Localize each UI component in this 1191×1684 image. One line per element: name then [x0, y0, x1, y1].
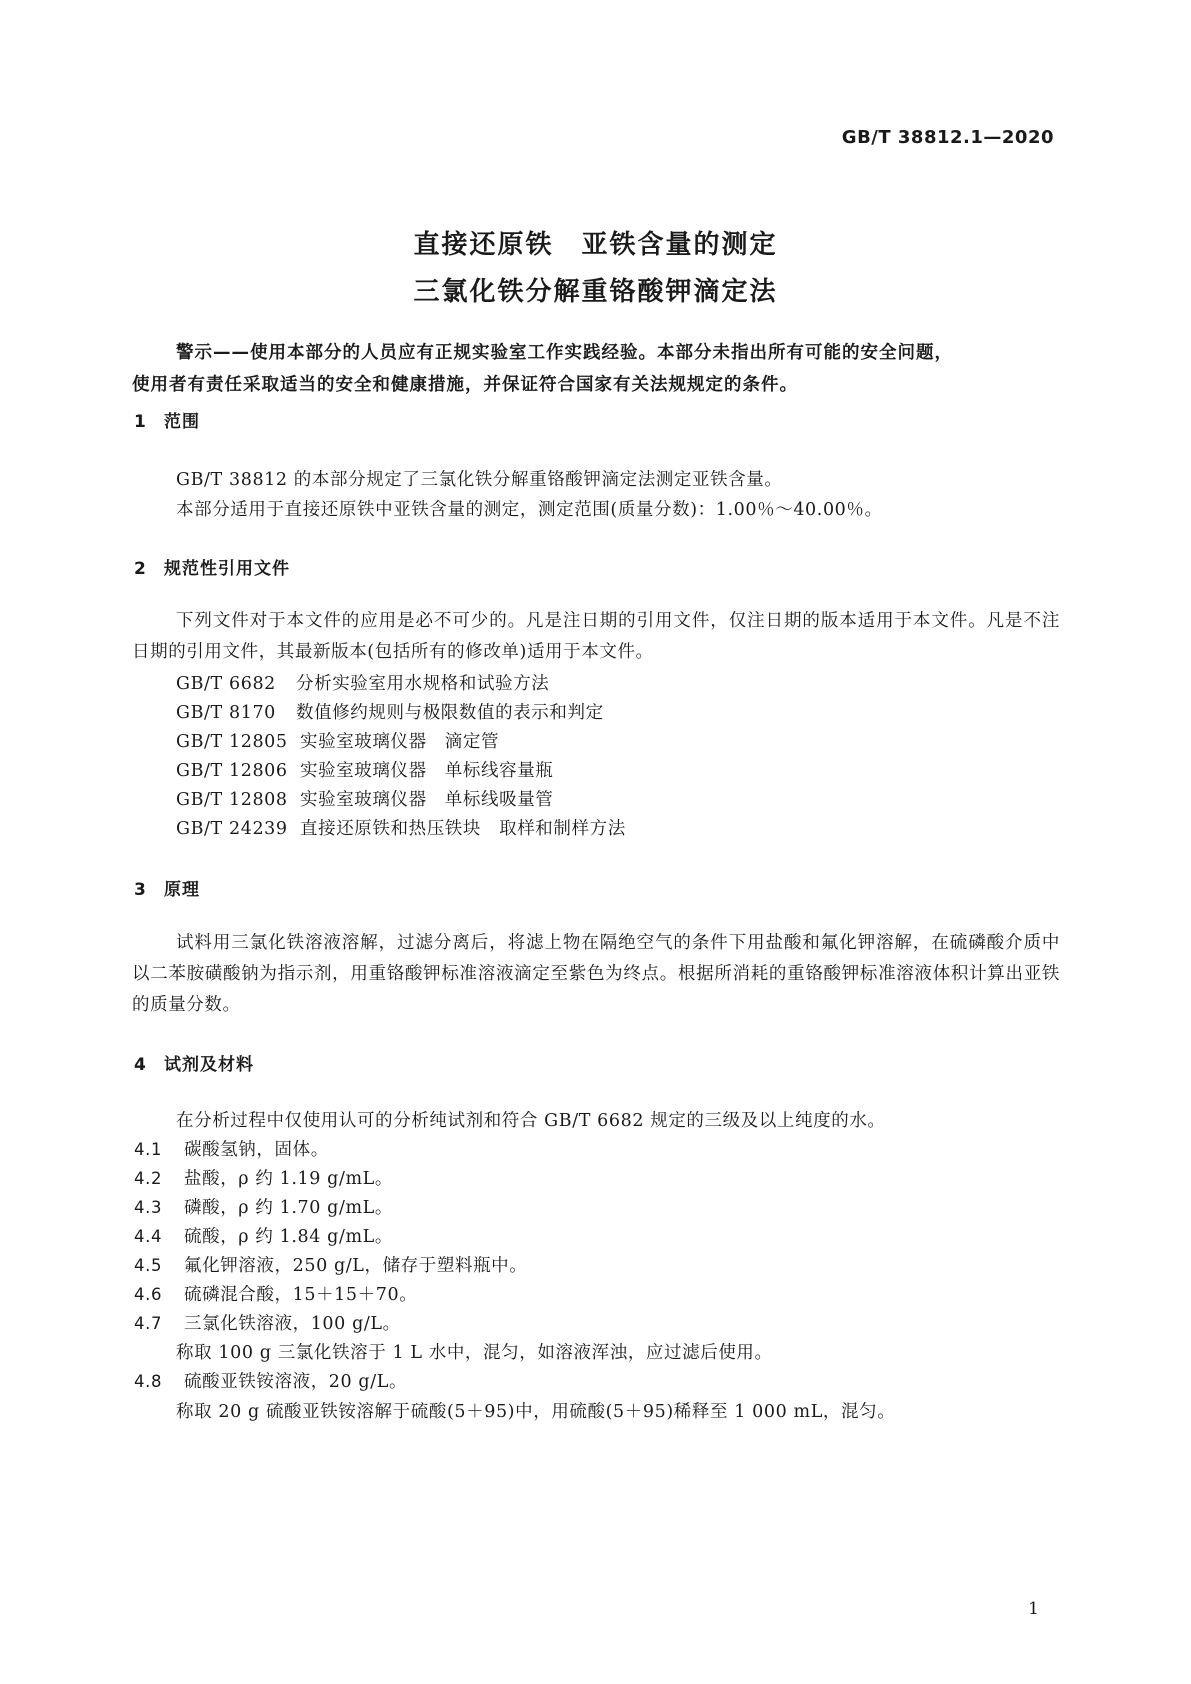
reagent-text: 三氯化铁溶液，100 g/L。 [184, 1314, 401, 1334]
reagent-item [134, 1252, 527, 1277]
reagent-text: 磷酸，ρ 约 1.70 g/mL。 [184, 1198, 393, 1218]
standard-code: GB/T 38812.1—2020 [841, 127, 1054, 148]
reference-item [176, 728, 499, 753]
reagent-text: 硫酸亚铁铵溶液，20 g/L。 [184, 1372, 408, 1392]
reference-title: 分析实验室用水规格和试验方法 [296, 674, 550, 694]
warning-line1: 警示——使用本部分的人员应有正规实验室工作实践经验。本部分未指出所有可能的安全问题， [176, 343, 953, 363]
section3-number: 3 [134, 880, 147, 900]
reference-title: 数值修约规则与极限数值的表示和判定 [296, 703, 604, 723]
reagent-text: 硫酸，ρ 约 1.84 g/mL。 [184, 1227, 393, 1247]
warning-line2: 使用者有责任采取适当的安全和健康措施，并保证符合国家有关法规规定的条件。 [132, 375, 798, 395]
reference-item [176, 757, 553, 782]
reagent-item [134, 1165, 393, 1190]
reagent-item [134, 1310, 401, 1335]
reference-item [176, 699, 604, 724]
warning-notice [132, 337, 1060, 401]
title-part2: 亚铁含量的测定 [581, 230, 778, 260]
reagent-number: 4.4 [134, 1227, 163, 1246]
title-part1: 直接还原铁 [413, 230, 554, 260]
reagent-number: 4.6 [134, 1285, 163, 1304]
reagent-text: 氟化钾溶液，250 g/L，储存于塑料瓶中。 [184, 1256, 528, 1276]
section3-text: 试料用三氯化铁溶液溶解，过滤分离后，将滤上物在隔绝空气的条件下用盐酸和氟化钾溶解，在硫磷酸介质中以二苯胺磺酸钠为指示剂，用重铬酸钾标准溶液滴定至紫色为终点。根据所消耗的重铬酸钾标准溶液体积计算出亚铁的质量分数。 [132, 933, 1060, 1015]
section2-heading [134, 554, 290, 579]
reference-item [176, 815, 626, 840]
reference-code: GB/T 24239 [176, 819, 288, 839]
reference-code: GB/T 12806 [176, 761, 288, 781]
reagent-item [134, 1281, 417, 1306]
reagent-text: 盐酸，ρ 约 1.19 g/mL。 [184, 1169, 393, 1189]
document-title-line1 [0, 228, 1191, 262]
reference-title: 实验室玻璃仪器 滴定管 [300, 732, 500, 752]
page-number: 1 [1028, 1599, 1039, 1619]
reagent-number: 4.5 [134, 1256, 163, 1275]
reference-title: 实验室玻璃仪器 单标线容量瓶 [300, 761, 554, 781]
document-title-line2: 三氯化铁分解重铬酸钾滴定法 [413, 277, 778, 307]
reagent-item [134, 1223, 393, 1248]
reference-title: 直接还原铁和热压铁块 取样和制样方法 [300, 819, 626, 839]
section3-title: 原理 [164, 880, 200, 900]
section2-title: 规范性引用文件 [164, 559, 290, 579]
section1-title: 范围 [164, 412, 200, 432]
reference-code: GB/T 6682 [176, 674, 276, 694]
section1-heading [134, 407, 200, 432]
reagent-note-4-7: 称取 100 g 三氯化铁溶于 1 L 水中，混匀，如溶液浑浊，应过滤后使用。 [176, 1343, 773, 1363]
section2-number: 2 [134, 559, 147, 579]
reagent-item [134, 1194, 393, 1219]
reagent-number: 4.3 [134, 1198, 163, 1217]
section4-title: 试剂及材料 [164, 1055, 254, 1075]
reagent-number: 4.1 [134, 1140, 163, 1159]
reference-code: GB/T 12808 [176, 790, 288, 810]
reagent-item [134, 1136, 329, 1161]
section4-heading [134, 1050, 254, 1075]
reagent-note-4-8: 称取 20 g 硫酸亚铁铵溶解于硫酸(5＋95)中，用硫酸(5＋95)稀释至 1 000 mL，混匀。 [176, 1402, 896, 1422]
reference-title: 实验室玻璃仪器 单标线吸量管 [300, 790, 554, 810]
reagent-number: 4.2 [134, 1169, 163, 1188]
section3-heading [134, 875, 200, 900]
reagent-number: 4.7 [134, 1314, 163, 1333]
section2-intro [132, 606, 1060, 668]
reference-code: GB/T 8170 [176, 703, 276, 723]
section2-intro-text: 下列文件对于本文件的应用是必不可少的。凡是注日期的引用文件，仅注日期的版本适用于本文件。凡是不注日期的引用文件，其最新版本(包括所有的修改单)适用于本文件。 [132, 611, 1060, 662]
section1-para2: 本部分适用于直接还原铁中亚铁含量的测定，测定范围(质量分数)：1.00％～40.00％。 [176, 500, 883, 520]
section4-intro: 在分析过程中仅使用认可的分析纯试剂和符合 GB/T 6682 规定的三级及以上纯度的水。 [176, 1111, 886, 1131]
reference-item [176, 670, 549, 695]
section4-number: 4 [134, 1055, 147, 1075]
reference-code: GB/T 12805 [176, 732, 288, 752]
section1-number: 1 [134, 412, 147, 432]
reagent-text: 碳酸氢钠，固体。 [184, 1140, 329, 1160]
reagent-item [134, 1368, 407, 1393]
reference-item [176, 786, 553, 811]
reagent-number: 4.8 [134, 1372, 163, 1391]
section1-para1: GB/T 38812 的本部分规定了三氯化铁分解重铬酸钾滴定法测定亚铁含量。 [176, 470, 783, 490]
reagent-text: 硫磷混合酸，15＋15＋70。 [184, 1285, 418, 1305]
section3-paragraph [132, 928, 1060, 1021]
